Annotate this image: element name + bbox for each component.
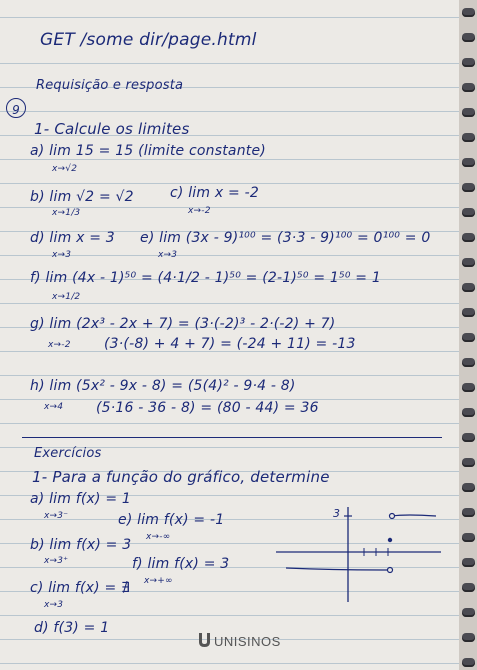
- ex-item-b: b) lim f(x) = 3: [30, 537, 132, 553]
- spiral-ring: [462, 608, 475, 617]
- ex-item-d: d) f(3) = 1: [34, 620, 110, 636]
- graph-filled-point: [388, 538, 392, 542]
- spiral-ring: [462, 183, 475, 192]
- graph-open-point-lower: [388, 568, 393, 573]
- spiral-ring: [462, 208, 475, 217]
- spiral-ring: [462, 358, 475, 367]
- spiral-ring: [462, 333, 475, 342]
- item-a: a) lim 15 = 15 (limite constante): [30, 143, 266, 159]
- spiral-ring: [462, 458, 475, 467]
- spiral-ring: [462, 283, 475, 292]
- ex-item-a-sub: x→3⁻: [44, 511, 69, 521]
- item-g-line1: g) lim (2x³ - 2x + 7) = (3·(-2)³ - 2·(-2) + 7): [30, 316, 336, 332]
- circle-number: 9: [12, 103, 20, 117]
- number-circle: [6, 98, 26, 118]
- spiral-ring: [462, 108, 475, 117]
- spiral-ring: [462, 433, 475, 442]
- spiral-ring: [462, 658, 475, 667]
- item-g-sub: x→-2: [48, 340, 71, 350]
- item-f-sub: x→1/2: [52, 292, 81, 302]
- item-d-sub: x→3: [52, 250, 72, 260]
- spiral-ring: [462, 558, 475, 567]
- spiral-ring: [462, 8, 475, 17]
- ex-item-b-sub: x→3⁺: [44, 556, 69, 566]
- spiral-ring: [462, 83, 475, 92]
- spiral-ring: [462, 408, 475, 417]
- item-d: d) lim x = 3: [30, 230, 115, 246]
- brand-name: UNISINOS: [214, 634, 281, 649]
- unisinos-logo-icon: [198, 632, 211, 648]
- item-a-sub: x→√2: [52, 164, 78, 174]
- spiral-ring: [462, 508, 475, 517]
- exercicios-heading: Exercícios: [34, 446, 102, 461]
- spiral-ring: [462, 383, 475, 392]
- spiral-ring: [462, 308, 475, 317]
- item-h-line1: h) lim (5x² - 9x - 8) = (5(4)² - 9·4 - 8): [30, 378, 296, 394]
- ex-item-f-sub: x→+∞: [144, 576, 173, 586]
- item-c-sub: x→-2: [188, 206, 211, 216]
- item-f: f) lim (4x - 1)⁵⁰ = (4·1/2 - 1)⁵⁰ = (2-1)⁵⁰ = 1⁵⁰ = 1: [30, 270, 381, 286]
- spiral-ring: [462, 158, 475, 167]
- section-title: Requisição e resposta: [36, 78, 184, 93]
- spiral-ring: [462, 258, 475, 267]
- exercicios-q1: 1- Para a função do gráfico, determine: [32, 468, 330, 486]
- ex-item-f: f) lim f(x) = 3: [132, 556, 230, 572]
- ex-item-c-sub: x→3: [44, 600, 64, 610]
- spiral-ring: [462, 533, 475, 542]
- exercise1-heading: 1- Calcule os limites: [34, 120, 190, 138]
- spiral-ring: [462, 633, 475, 642]
- spiral-ring: [462, 58, 475, 67]
- header-title: GET /some dir/page.html: [40, 30, 257, 50]
- graph-curve-lower: [286, 568, 388, 570]
- graph-ylabel: 3: [333, 507, 341, 520]
- item-h-line2: (5·16 - 36 - 8) = (80 - 44) = 36: [96, 400, 319, 416]
- spiral-ring: [462, 33, 475, 42]
- graph-open-point-upper: [390, 514, 395, 519]
- spiral-ring: [462, 133, 475, 142]
- section-divider: [22, 437, 442, 438]
- function-graph: [276, 502, 446, 607]
- item-b: b) lim √2 = √2: [30, 189, 134, 205]
- item-e: e) lim (3x - 9)¹⁰⁰ = (3·3 - 9)¹⁰⁰ = 0¹⁰⁰ = 0: [140, 230, 431, 246]
- ex-item-e: e) lim f(x) = -1: [118, 512, 225, 528]
- spiral-ring: [462, 483, 475, 492]
- item-g-line2: (3·(-8) + 4 + 7) = (-24 + 11) = -13: [104, 336, 356, 352]
- item-b-sub: x→1/3: [52, 208, 81, 218]
- item-h-sub: x→4: [44, 402, 64, 412]
- item-e-sub: x→3: [158, 250, 178, 260]
- spiral-ring: [462, 583, 475, 592]
- ex-item-e-sub: x→-∞: [146, 532, 171, 542]
- brand-logo: [198, 630, 281, 649]
- graph-curve-upper: [392, 515, 436, 516]
- notebook-spiral: [459, 0, 477, 670]
- item-c: c) lim x = -2: [170, 185, 259, 201]
- ex-item-a: a) lim f(x) = 1: [30, 491, 132, 507]
- ex-item-c: c) lim f(x) = ∄: [30, 580, 131, 596]
- spiral-ring: [462, 233, 475, 242]
